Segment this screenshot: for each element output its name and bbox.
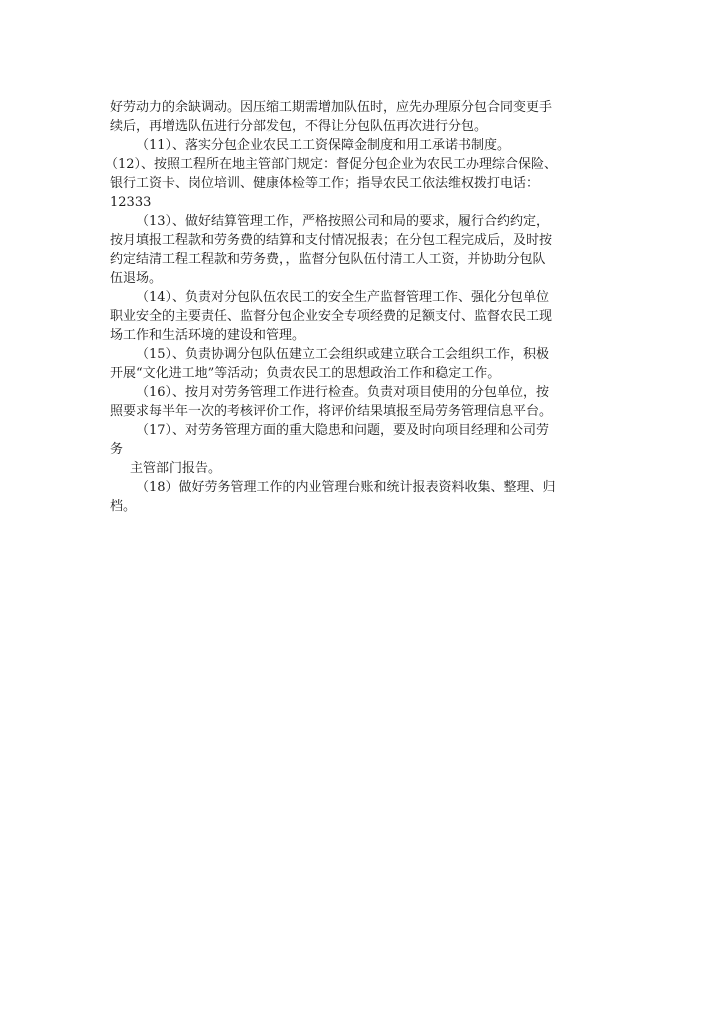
item-13-line: （13）、做好结算管理工作，严格按照公司和局的要求，履行合约约定， [136, 214, 550, 229]
text-line: 照要求每半年一次的考核评价工作，将评价结果填报至局劳务管理信息平台。 [110, 404, 553, 419]
item-14-line: （14）、负责对分包队伍农民工的安全生产监督管理工作、强化分包单位 [136, 290, 550, 305]
text-line: 好劳动力的余缺调动。因压缩工期需增加队伍时，应先办理原分包合同变更手 [110, 100, 553, 115]
item-15-line: （15）、负责协调分包队伍建立工会组织或建立联合工会组织工作，积极 [136, 347, 550, 362]
text-line: 开展“文化进工地”等活动；负责农民工的思想政治工作和稳定工作。 [110, 366, 501, 381]
text-line: 伍退场。 [110, 271, 163, 286]
text-line: 档。 [110, 499, 137, 514]
phone-number: 12333 [110, 195, 152, 210]
item-17-line: （17）、对劳务管理方面的重大隐患和问题，要及时向项目经理和公司劳 [136, 423, 550, 438]
item-18-line: （18）做好劳务管理工作的内业管理台账和统计报表资料收集、整理、归 [136, 480, 556, 495]
text-line: 银行工资卡、岗位培训、健康体检等工作；指导农民工依法维权拨打电话： [110, 176, 540, 191]
document-body [105, 98, 622, 516]
text-line: 续后，再增选队伍进行分部发包，不得让分包队伍再次进行分包。 [110, 119, 488, 134]
text-line: 按月填报工程款和劳务费的结算和支付情况报表；在分包工程完成后，及时按 [110, 233, 553, 248]
text-line: 场工作和生活环境的建设和管理。 [110, 328, 306, 343]
item-16-line: （16）、按月对劳务管理工作进行检查。负责对项目使用的分包单位，按 [136, 385, 550, 400]
text-line: 主管部门报告。 [130, 461, 222, 476]
text-line: 职业安全的主要责任、监督分包企业安全专项经费的足额支付、监督农民工现 [110, 309, 553, 324]
text-line: 约定结清工程工程款和劳务费，，监督分包队伍付清工人工资，并协助分包队 [110, 252, 546, 267]
text-line: 务 [110, 442, 124, 457]
item-12-line: （12）、按照工程所在地主管部门规定：督促分包企业为农民工办理综合保险、 [105, 157, 558, 172]
item-11-line: （11）、落实分包企业农民工工资保障金制度和用工承诺书制度。 [136, 138, 511, 153]
